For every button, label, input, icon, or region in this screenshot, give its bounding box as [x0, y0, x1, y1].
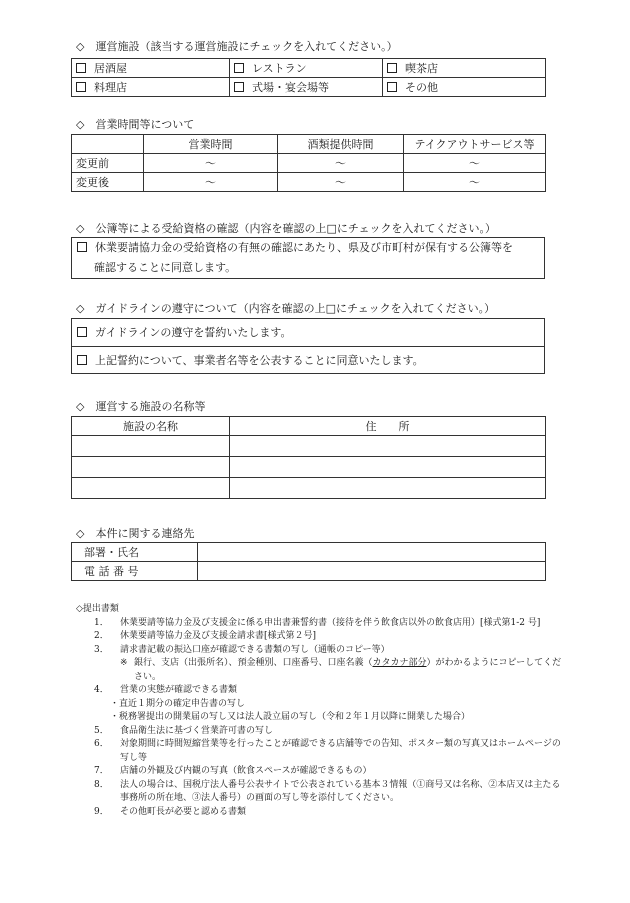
checkbox-icon[interactable]: [234, 63, 244, 73]
eligibility-consent[interactable]: 休業要請協力金の受給資格の有無の確認にあたり、県及び市町村が保有する公簿等を: [72, 238, 544, 258]
row-label-before: 変更前: [72, 154, 144, 173]
before-business-hours-input[interactable]: 〜: [144, 154, 278, 173]
facility-name-input[interactable]: [72, 478, 230, 499]
checkbox-icon[interactable]: [77, 355, 87, 365]
document-item: 1． 休業要請等協力金及び支援金に係る申出書兼誓約書（接待を伴う飲食店以外の飲食店用）[様式第1-2 号]: [94, 617, 541, 628]
facility-names-title: ◇ 運営する施設の名称等: [76, 400, 206, 413]
contact-department-label: 部署・氏名: [72, 543, 198, 562]
guideline-box: [71, 318, 545, 374]
contact-title: ◇ 本件に関する連絡先: [76, 527, 195, 540]
document-item: 8． 法人の場合は、国税庁法人番号公表サイトで公表されている基本３情報（①商号又は名称、②本店又は主たる事務所の所在地、③法人番号）の画面の写し等を添付してください。: [94, 779, 561, 803]
after-alcohol-hours-input[interactable]: 〜: [278, 173, 404, 192]
after-business-hours-input[interactable]: 〜: [144, 173, 278, 192]
document-item: 3． 請求書記載の振込口座が確認できる書類の写し（通帳のコピー等）: [94, 644, 390, 655]
facility-names-table: [71, 416, 546, 499]
document-item: 6． 対象期間に時間短縮営業等を行ったことが確認できる店舗等での告知、ポスター類の写真又はホームページの写し等: [94, 739, 561, 763]
option-other[interactable]: その他: [383, 78, 546, 97]
option-izakaya[interactable]: 居酒屋: [72, 59, 230, 78]
header-alcohol-hours: 酒類提供時間: [278, 135, 404, 154]
contact-phone-label: 電 話 番 号: [72, 562, 198, 581]
checkbox-icon[interactable]: [77, 242, 87, 252]
header-blank: [72, 135, 144, 154]
eligibility-title: ◇ 公簿等による受給資格の確認（内容を確認の上□にチェックを入れてください。）: [76, 222, 497, 235]
option-restaurant[interactable]: レストラン: [230, 59, 383, 78]
business-hours-title: ◇ 営業時間等について: [76, 118, 195, 131]
document-item: 5． 食品衛生法に基づく営業許可書の写し: [94, 725, 274, 736]
option-cafe[interactable]: 喫茶店: [383, 59, 546, 78]
business-hours-table: [71, 134, 546, 192]
before-alcohol-hours-input[interactable]: 〜: [278, 154, 404, 173]
contact-department-input[interactable]: [198, 543, 546, 562]
guideline-publish-consent[interactable]: 上記誓約について、事業者名等を公表することに同意いたします。: [72, 346, 544, 374]
header-facility-name: 施設の名称: [72, 417, 230, 436]
operating-facility-table: [71, 58, 546, 97]
contact-phone-input[interactable]: [198, 562, 546, 581]
documents-heading: ◇提出書類: [76, 604, 119, 614]
document-item: 9． その他町長が必要と認める書類: [94, 806, 247, 817]
header-address: 住 所: [230, 417, 546, 436]
checkbox-icon[interactable]: [77, 327, 87, 337]
header-business-hours: 営業時間: [144, 135, 278, 154]
eligibility-box: [71, 237, 545, 279]
before-takeout-input[interactable]: 〜: [404, 154, 546, 173]
document-subitem: ・直近１期分の確定申告書の写し: [110, 698, 246, 709]
document-item: 4． 営業の実態が確認できる書類: [94, 685, 238, 695]
eligibility-line2: 確認することに同意します。: [94, 261, 237, 274]
facility-address-input[interactable]: [230, 436, 546, 457]
document-subitem: ・税務署提出の開業届の写し又は法人設立届の写し（令和２年１月以降に開業した場合）: [110, 712, 471, 722]
document-item: 2． 休業要請等協力金及び支援金請求書[様式第２号]: [94, 631, 317, 641]
facility-name-input[interactable]: [72, 436, 230, 457]
option-ryoriten[interactable]: 料理店: [72, 78, 230, 97]
guideline-pledge[interactable]: ガイドラインの遵守を誓約いたします。: [72, 319, 544, 346]
facility-name-input[interactable]: [72, 457, 230, 478]
option-banquet-hall[interactable]: 式場・宴会場等: [230, 78, 383, 97]
submission-documents: [76, 603, 562, 819]
guideline-title: ◇ ガイドラインの遵守について（内容を確認の上□にチェックを入れてください。）: [76, 302, 496, 315]
facility-address-input[interactable]: [230, 478, 546, 499]
checkbox-icon[interactable]: [76, 63, 86, 73]
contact-table: [71, 542, 546, 581]
after-takeout-input[interactable]: 〜: [404, 173, 546, 192]
checkbox-icon[interactable]: [387, 63, 397, 73]
checkbox-icon[interactable]: [76, 82, 86, 92]
row-label-after: 変更後: [72, 173, 144, 192]
facility-address-input[interactable]: [230, 457, 546, 478]
document-item: 7． 店舗の外観及び内観の写真（飲食スペースが確認できるもの）: [94, 766, 372, 776]
header-takeout: テイクアウトサービス等: [404, 135, 546, 154]
operating-facility-title: ◇ 運営施設（該当する運営施設にチェックを入れてください。）: [76, 40, 398, 53]
checkbox-icon[interactable]: [387, 82, 397, 92]
checkbox-icon[interactable]: [234, 82, 244, 92]
document-note: ※ 銀行、支店（出張所名）、預金種別、口座番号、口座名義（カタカナ部分）がわかるようにコピーしてください。: [120, 658, 562, 682]
